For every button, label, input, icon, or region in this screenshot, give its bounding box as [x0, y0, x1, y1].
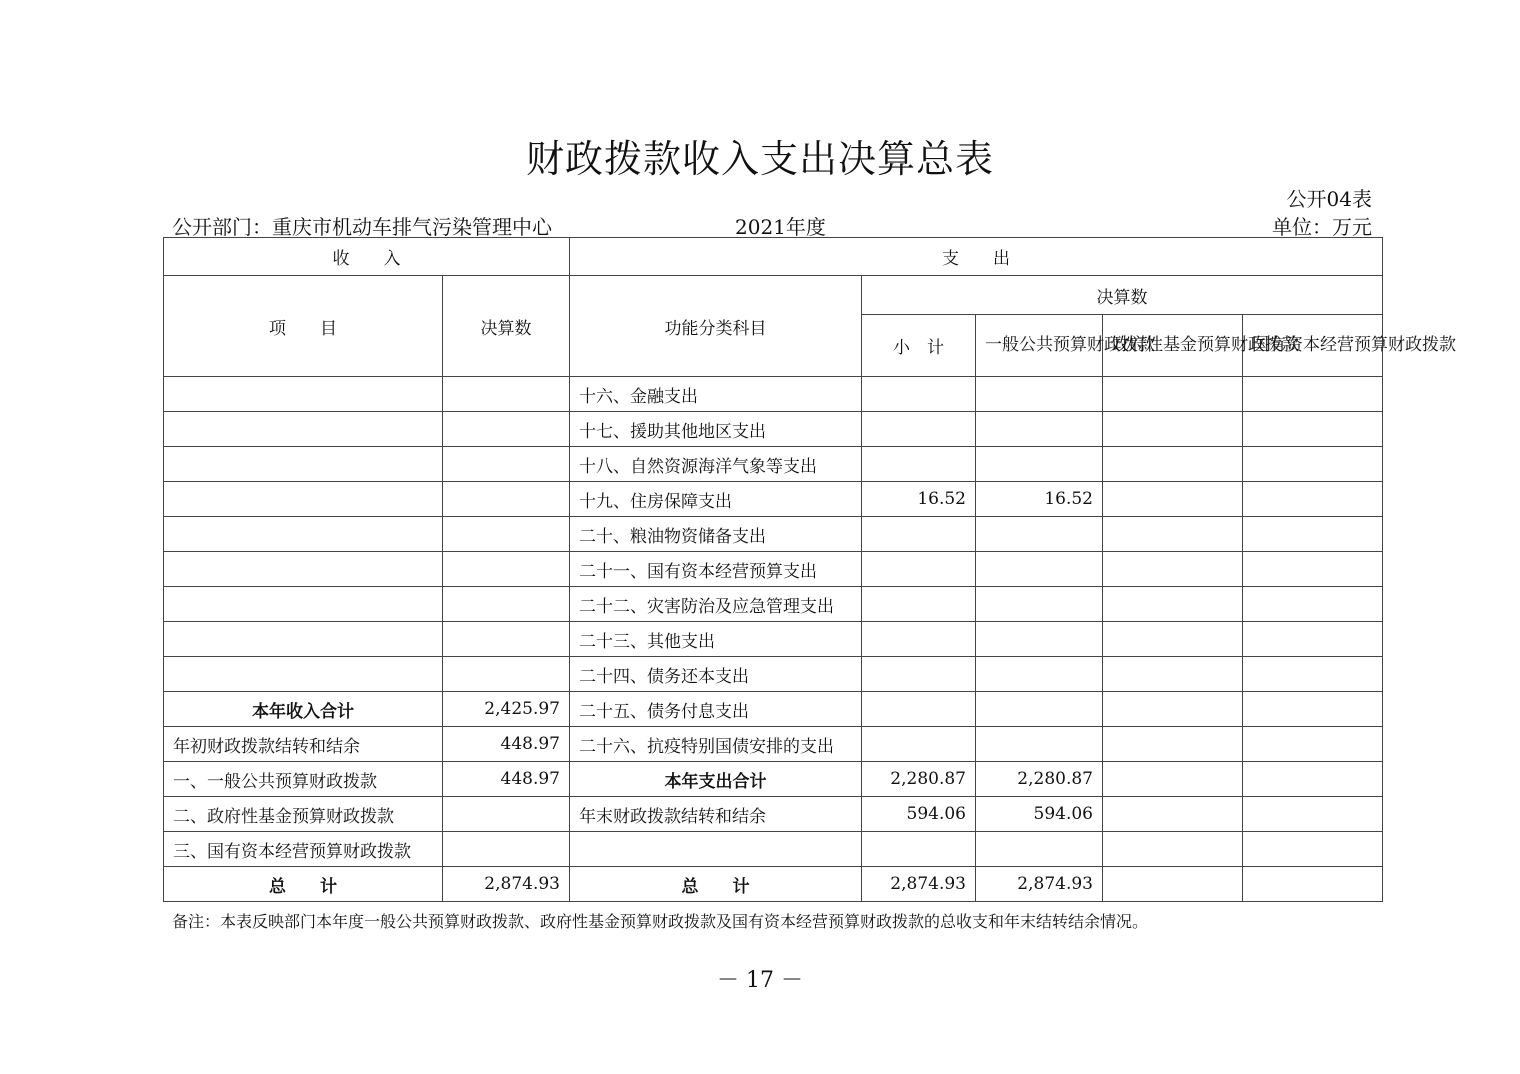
table-row	[164, 797, 1383, 832]
table-row	[164, 447, 1383, 482]
income-item-cell	[164, 377, 443, 412]
income-amount-cell	[443, 552, 570, 587]
state-capital-cell	[1243, 797, 1383, 832]
function-class-cell: 二十二、灾害防治及应急管理支出	[570, 587, 862, 622]
state-capital-cell	[1243, 447, 1383, 482]
general-budget-cell: 16.52	[976, 482, 1103, 517]
subtotal-cell	[862, 447, 976, 482]
income-item-cell: 一、一般公共预算财政拨款	[164, 762, 443, 797]
general-budget-cell: 594.06	[976, 797, 1103, 832]
function-class-cell: 二十、粮油物资储备支出	[570, 517, 862, 552]
gov-fund-cell	[1103, 762, 1243, 797]
income-item-cell	[164, 657, 443, 692]
income-amount-cell: 2,874.93	[443, 867, 570, 902]
gov-fund-cell	[1103, 552, 1243, 587]
general-budget-cell	[976, 447, 1103, 482]
income-amount-cell: 2,425.97	[443, 692, 570, 727]
gov-fund-cell	[1103, 587, 1243, 622]
income-amount-cell: 448.97	[443, 762, 570, 797]
department-label: 公开部门：重庆市机动车排气污染管理中心	[172, 215, 552, 239]
state-capital-cell	[1243, 482, 1383, 517]
table-row	[164, 762, 1383, 797]
state-capital-cell	[1243, 622, 1383, 657]
subtotal-cell	[862, 552, 976, 587]
gov-fund-cell	[1103, 832, 1243, 867]
page-title: 财政拨款收入支出决算总表	[525, 137, 994, 181]
income-amount-cell	[443, 517, 570, 552]
general-budget-header: 一般公共预算财政拨款	[976, 315, 1103, 377]
table-row	[164, 622, 1383, 657]
function-class-cell: 二十六、抗疫特别国债安排的支出	[570, 727, 862, 762]
function-class-cell: 二十三、其他支出	[570, 622, 862, 657]
income-item-cell: 本年收入合计	[164, 692, 443, 727]
table-row	[164, 587, 1383, 622]
general-budget-cell	[976, 587, 1103, 622]
header-row-top	[164, 238, 1383, 276]
subtotal-cell: 2,280.87	[862, 762, 976, 797]
state-capital-cell	[1243, 727, 1383, 762]
function-class-cell: 二十一、国有资本经营预算支出	[570, 552, 862, 587]
income-amount-cell	[443, 587, 570, 622]
income-item-cell: 三、国有资本经营预算财政拨款	[164, 832, 443, 867]
table-row	[164, 867, 1383, 902]
gov-fund-cell	[1103, 377, 1243, 412]
function-class-cell: 十七、援助其他地区支出	[570, 412, 862, 447]
state-capital-cell	[1243, 552, 1383, 587]
subtotal-cell: 594.06	[862, 797, 976, 832]
subtotal-header: 小 计	[862, 315, 976, 377]
income-amount-cell	[443, 657, 570, 692]
function-class-cell: 十六、金融支出	[570, 377, 862, 412]
general-budget-cell	[976, 552, 1103, 587]
general-budget-cell	[976, 657, 1103, 692]
income-item-cell	[164, 587, 443, 622]
unit-label: 单位：万元	[1272, 215, 1372, 239]
state-capital-cell	[1243, 832, 1383, 867]
subtotal-cell: 16.52	[862, 482, 976, 517]
subtotal-cell	[862, 412, 976, 447]
subtotal-cell	[862, 517, 976, 552]
income-item-cell	[164, 482, 443, 517]
income-header: 收 入	[164, 238, 570, 276]
gov-fund-cell	[1103, 692, 1243, 727]
general-budget-cell	[976, 377, 1103, 412]
subtotal-cell: 2,874.93	[862, 867, 976, 902]
table-row	[164, 657, 1383, 692]
subtotal-cell	[862, 832, 976, 867]
gov-fund-header: 政府性基金预算财政拨款	[1103, 315, 1243, 377]
table-row	[164, 692, 1383, 727]
income-amount-cell: 448.97	[443, 727, 570, 762]
general-budget-cell: 2,874.93	[976, 867, 1103, 902]
subtotal-cell	[862, 692, 976, 727]
income-amount-cell	[443, 482, 570, 517]
income-item-cell	[164, 622, 443, 657]
gov-fund-cell	[1103, 412, 1243, 447]
income-amount-cell	[443, 377, 570, 412]
function-class-cell: 二十五、债务付息支出	[570, 692, 862, 727]
table-row	[164, 727, 1383, 762]
income-amount-cell	[443, 797, 570, 832]
function-class-cell: 二十四、债务还本支出	[570, 657, 862, 692]
item-header: 项 目	[164, 276, 443, 377]
general-budget-cell	[976, 622, 1103, 657]
table-row	[164, 832, 1383, 867]
state-capital-cell	[1243, 377, 1383, 412]
state-capital-header: 国有资本经营预算财政拨款	[1243, 315, 1383, 377]
state-capital-cell	[1243, 692, 1383, 727]
gov-fund-cell	[1103, 447, 1243, 482]
gov-fund-cell	[1103, 657, 1243, 692]
table-row	[164, 552, 1383, 587]
income-item-cell	[164, 447, 443, 482]
gov-fund-cell	[1103, 622, 1243, 657]
state-capital-cell	[1243, 867, 1383, 902]
function-class-cell: 年末财政拨款结转和结余	[570, 797, 862, 832]
table-row	[164, 377, 1383, 412]
table-row	[164, 482, 1383, 517]
income-amount-cell	[443, 832, 570, 867]
general-budget-cell	[976, 727, 1103, 762]
table-row	[164, 517, 1383, 552]
general-budget-cell	[976, 692, 1103, 727]
income-item-cell	[164, 517, 443, 552]
income-item-cell: 二、政府性基金预算财政拨款	[164, 797, 443, 832]
header-row-mid	[164, 276, 1383, 315]
function-class-cell: 十九、住房保障支出	[570, 482, 862, 517]
function-class-cell	[570, 832, 862, 867]
gov-fund-cell	[1103, 727, 1243, 762]
final-amount-header: 决算数	[862, 276, 1383, 315]
general-budget-cell	[976, 412, 1103, 447]
state-capital-cell	[1243, 762, 1383, 797]
page-number: － 17 －	[717, 968, 803, 993]
form-number: 公开04表	[1286, 187, 1372, 211]
general-budget-cell: 2,280.87	[976, 762, 1103, 797]
table-row	[164, 412, 1383, 447]
func-class-header: 功能分类科目	[570, 276, 862, 377]
state-capital-cell	[1243, 587, 1383, 622]
subtotal-cell	[862, 657, 976, 692]
state-capital-cell	[1243, 517, 1383, 552]
income-amount-cell	[443, 622, 570, 657]
general-budget-cell	[976, 832, 1103, 867]
subtotal-cell	[862, 377, 976, 412]
income-item-cell	[164, 552, 443, 587]
budget-table	[163, 237, 1456, 902]
function-class-cell: 十八、自然资源海洋气象等支出	[570, 447, 862, 482]
income-amount-cell	[443, 412, 570, 447]
income-item-cell: 总 计	[164, 867, 443, 902]
income-amount-cell	[443, 447, 570, 482]
gov-fund-cell	[1103, 517, 1243, 552]
fiscal-year: 2021年度	[735, 215, 826, 239]
general-budget-cell	[976, 517, 1103, 552]
subtotal-cell	[862, 727, 976, 762]
income-item-cell: 年初财政拨款结转和结余	[164, 727, 443, 762]
income-item-cell	[164, 412, 443, 447]
state-capital-cell	[1243, 412, 1383, 447]
gov-fund-cell	[1103, 482, 1243, 517]
gov-fund-cell	[1103, 797, 1243, 832]
function-class-cell: 本年支出合计	[570, 762, 862, 797]
function-class-cell: 总 计	[570, 867, 862, 902]
state-capital-cell	[1243, 657, 1383, 692]
subtotal-cell	[862, 587, 976, 622]
amount-header: 决算数	[443, 276, 570, 377]
subtotal-cell	[862, 622, 976, 657]
gov-fund-cell	[1103, 867, 1243, 902]
table-note: 备注：本表反映部门本年度一般公共预算财政拨款、政府性基金预算财政拨款及国有资本经营预算财政拨款的总收支和年末结转结余情况。	[172, 912, 1149, 931]
expense-header: 支 出	[570, 238, 1383, 276]
